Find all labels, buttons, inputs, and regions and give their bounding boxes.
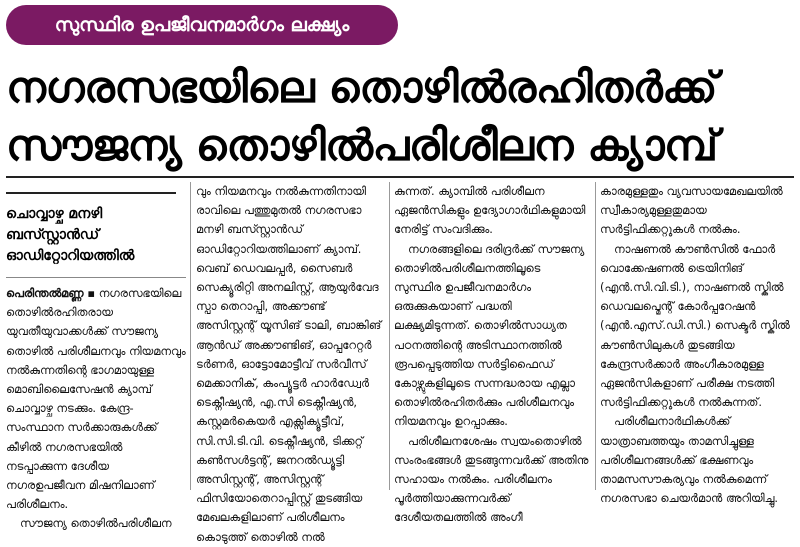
headline-line-2: സൗജന്യ തൊഴിൽപരിശീലന ക്യാമ്പ് <box>6 121 718 171</box>
paragraph-text: നഗരസഭയിലെ തൊഴിൽരഹിതരായ യുവതീയുവാക്കൾക്ക് സൗജന്യ തൊഴിൽ പരിശീലനവും നിയമനവും നൽകുന്നതിന്റെ ഭാഗമായുള്ള മൊബിലൈസേഷൻ ക്യാമ്പ് ചൊവ്വാഴ്ച നടക്കും. കേന്ദ്ര-സംസ്ഥാന സർക്കാരുകൾക്ക് കീഴിൽ നഗരസഭയിൽ നടപ്പാക്കുന്ന ദേശീയ നഗരഉപജീവന മിഷനിലാണ് പരിശീലനം. <box>6 286 186 512</box>
paragraph: പരിശീലനാർഥികൾക്ക് യാത്രാബത്തയും താമസിച്ചുള്ള പരിശീലനങ്ങൾക്ക് ഭക്ഷണവും താമസസൗകര്യവും നൽകുമെന്ന് നഗരസഭാ ചെയർമാൻ അറിയിച്ചു. <box>600 414 778 506</box>
deck-top-rule <box>6 192 176 194</box>
paragraph: കുന്നത്. ക്യാമ്പിൽ പരിശീലന ഏജൻസികളും ഉദ്യോഗാർഥികളുമായി നേരിട്ട് സംവദിക്കും. <box>394 184 586 237</box>
article-column-1 <box>6 182 186 531</box>
paragraph: സൗജന്യ തൊഴിൽപരിശീലന <box>20 516 172 531</box>
paragraph: വും നിയമനവും നൽകുന്നതിനായി രാവിലെ പത്തുമുതൽ നഗരസഭാ മനഴി ബസ്സ്റ്റാൻഡ് ഓഡിറ്റോറിയത്തിലാണ് ക്യാമ്പ്. വെബ് ഡെവലപ്പർ, സൈബർ സെക്യൂരിറ്റി അനലിസ്റ്റ്, ആയുർവേദ സ്പാ തെറാപ്പി, അക്കൗണ്ട് അസിസ്റ്റന്റ് യൂസിങ് ടാലി, ബാങ്കിങ് ആൻഡ് അക്കൗണ്ടിങ്, ഓപ്പറേറ്റർ ടർണർ, ഓട്ടോമോട്ടീവ് സർവീസ് മെക്കാനിക്, കംപ്യൂട്ടർ ഹാർഡ്വേർ ടെക്നീഷ്യൻ, എ.സി ടെക്നീഷ്യൻ, കസ്റ്റമർകെയർ എക്സിക്യൂട്ടീവ്, സി.സി.ടി.വി. ടെക്നീഷ്യൻ, ടിക്കറ്റ് കൺസൾട്ടന്റ്, ജനറൽഡ്യൂട്ടി അസിസ്റ്റന്റ്, അസിസ്റ്റന്റ് ഫിസിയോതെറാപ്പിസ്റ്റ് തുടങ്ങിയ മേഖലകളിലാണ് പരിശീലനം കൊടുത്ത് തൊഴിൽ നൽ <box>196 184 382 544</box>
kicker-banner: സുസ്ഥിര ഉപജീവനമാർഗം ലക്ഷ്യം <box>6 5 398 45</box>
subheadline-line-1: ചൊവ്വാഴ്ച മനഴി <box>6 206 103 222</box>
article-column-4 <box>600 182 794 506</box>
article-column-2 <box>196 182 384 544</box>
paragraph: നാഷണൽ കൗൺസിൽ ഫോർ വൊക്കേഷണൽ ട്രെയിനിങ് (എൻ.സി.വി.ടി.), നാഷണൽ സ്കിൽ ഡെവലപ്മെന്റ് കോർപ്പറേഷൻ (എൻ.എസ്.ഡി.സി.) സെക്ടർ സ്കിൽ കൗൺസിലുകൾ തുടങ്ങിയ കേന്ദ്രസർക്കാർ അംഗീകാരമുള്ള ഏജൻസികളാണ് പരീക്ഷ നടത്തി സർട്ടിഫിക്കറ്റുകൾ നൽകുന്നത്. <box>600 241 790 410</box>
column-divider <box>190 182 191 490</box>
column-divider <box>595 182 596 490</box>
column-divider <box>389 182 390 490</box>
subheadline-line-3: ഓഡിറ്റോറിയത്തിൽ <box>6 248 135 264</box>
deck-bottom-rule <box>6 277 186 278</box>
article-column-3 <box>394 182 590 525</box>
paragraph: കാരമുള്ളതും വ്യവസായമേഖലയിൽ സ്വീകാര്യമുള്ളതുമായ സർട്ടിഫിക്കറ്റുകൾ നൽകും. <box>600 184 783 237</box>
paragraph <box>6 284 186 514</box>
paragraph: പരിശീലനശേഷം സ്വയംതൊഴിൽ സംരംഭങ്ങൾ തുടങ്ങുന്നവർക്ക് അതിനു സഹായം നൽകും. പരിശീലനം പൂർത്തിയാക്കുന്നവർക്ക് ദേശീയതലത്തിൽ അംഗീ <box>394 433 589 525</box>
headline-line-1: നഗരസഭയിലെ തൊഴിൽരഹിതർക്ക് <box>6 63 717 113</box>
dateline: പെരിന്തൽമണ്ണ ▪ <box>6 286 96 300</box>
headline-rule <box>6 176 794 178</box>
paragraph: നഗരങ്ങളിലെ ദരിദ്രർക്ക് സൗജന്യ തൊഴിൽപരിശീലനത്തിലൂടെ സുസ്ഥിര ഉപജീവനമാർഗം ഒരുക്കുകയാണ് പദ്ധതി ലക്ഷ്യമിടുന്നത്. തൊഴിൽസാധ്യത പഠനത്തിന്റെ അടിസ്ഥാനത്തിൽ രൂപപ്പെടുത്തിയ സർട്ടിഫൈഡ് കോഴ്സുകളിലൂടെ സന്നദ്ധരായ എല്ലാ തൊഴിൽരഹിതർക്കും പരിശീലനവും നിയമനവും ഉറപ്പാക്കും. <box>394 241 585 429</box>
subheadline-line-2: ബസ്സ്റ്റാൻഡ് <box>6 227 100 243</box>
subheadline <box>6 204 186 267</box>
